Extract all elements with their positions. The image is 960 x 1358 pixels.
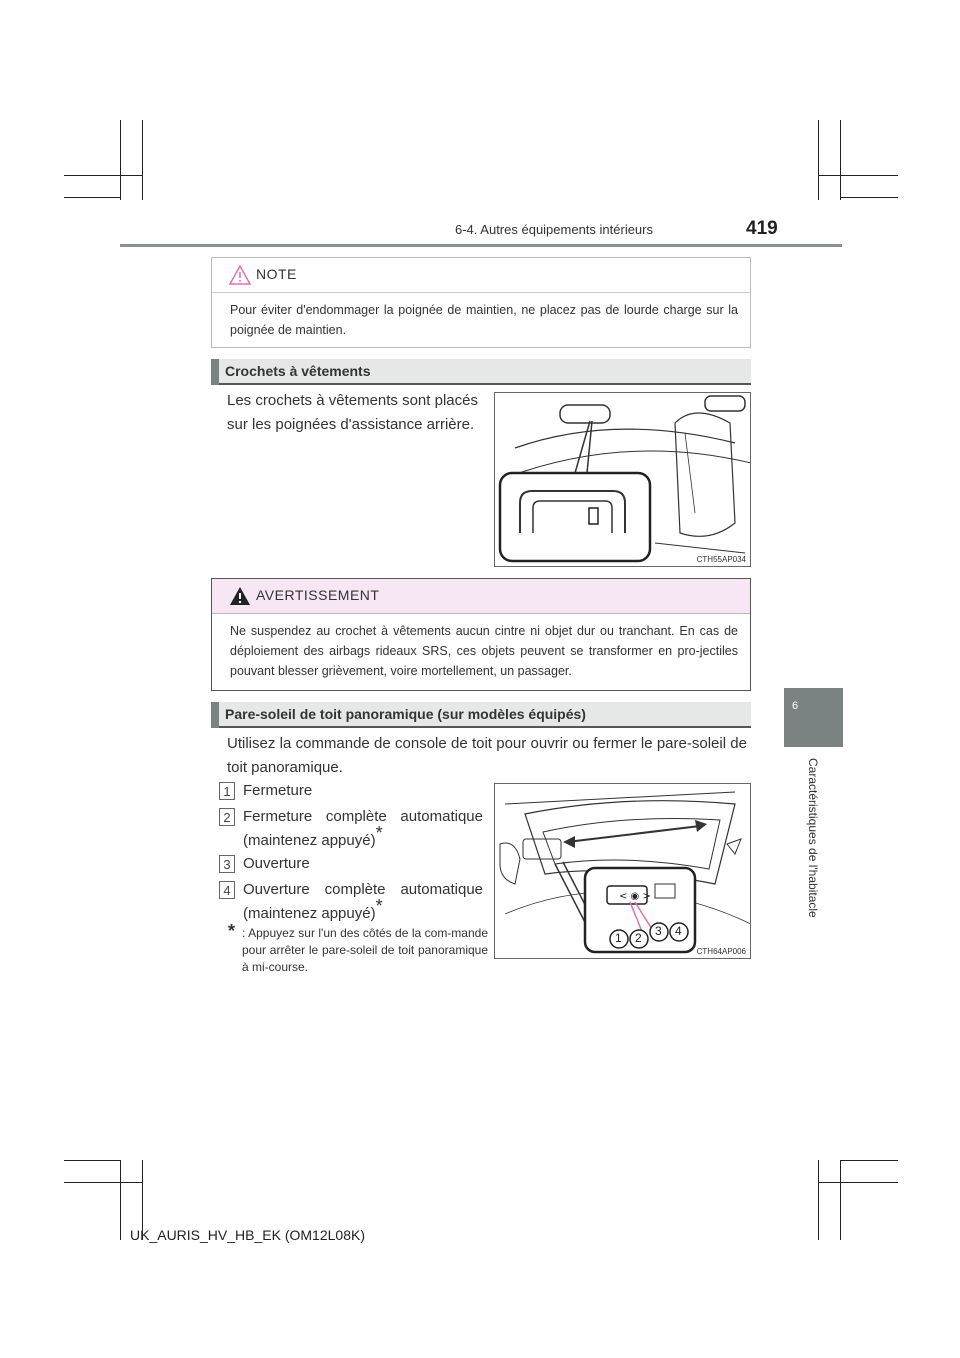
hooks-text: Les crochets à vêtements sont placés sur les poignées d'assistance arrière. bbox=[227, 392, 478, 433]
crop-mark bbox=[120, 1160, 121, 1240]
list-item: Fermeture bbox=[243, 782, 313, 799]
figure-sunshade-switch bbox=[494, 783, 751, 959]
note-text: Pour éviter d'endommager la poignée de maintien, ne placez pas de lourde charge sur la poignée de maintien. bbox=[230, 303, 738, 337]
chapter-label: Caractéristiques de l'habitacle bbox=[806, 758, 820, 918]
list-number: 4 bbox=[219, 881, 235, 899]
figure-code: CTH64AP006 bbox=[696, 947, 746, 956]
page-number: 419 bbox=[746, 218, 778, 239]
list-item-label: Ouverture complète automatique (maintenez appuyé) bbox=[243, 881, 483, 922]
coat-hook-illustration bbox=[495, 393, 751, 567]
chapter-tab bbox=[784, 688, 843, 747]
crop-mark bbox=[840, 1160, 898, 1161]
crop-mark bbox=[64, 1182, 143, 1183]
heading-marker bbox=[211, 359, 219, 385]
footnote-text: : Appuyez sur l'un des côtés de la com-mande pour arrêter le pare-soleil de toit panoramique à mi-course. bbox=[242, 926, 488, 974]
callout-label-3: 3 bbox=[655, 924, 662, 938]
footnote-mark: * bbox=[228, 921, 236, 941]
crop-mark bbox=[840, 1160, 841, 1240]
header-rule bbox=[120, 244, 842, 247]
crop-mark bbox=[142, 120, 143, 200]
warning-box bbox=[211, 578, 751, 691]
heading-text: Pare-soleil de toit panoramique (sur modèles équipés) bbox=[225, 706, 586, 722]
list-number: 3 bbox=[219, 855, 235, 873]
crop-mark bbox=[64, 197, 121, 198]
list-item-label: Fermeture complète automatique (maintenez appuyé) bbox=[243, 808, 483, 849]
footnote bbox=[228, 921, 488, 976]
note-box bbox=[211, 257, 751, 348]
note-title: NOTE bbox=[256, 266, 297, 282]
sunshade-intro: Utilisez la commande de console de toit pour ouvrir ou fermer le pare-soleil de toit panoramique. bbox=[227, 735, 747, 776]
callout-label-2: 2 bbox=[635, 931, 642, 945]
sunshade-illustration bbox=[495, 784, 751, 959]
crop-mark bbox=[64, 175, 143, 176]
chapter-number: 6 bbox=[792, 700, 799, 712]
crop-mark bbox=[818, 1182, 898, 1183]
callout-label-4: 4 bbox=[675, 924, 682, 938]
crop-mark bbox=[818, 1160, 819, 1240]
crop-mark bbox=[840, 120, 841, 200]
crop-mark bbox=[840, 197, 898, 198]
note-header bbox=[212, 258, 750, 293]
crop-mark bbox=[818, 175, 898, 176]
warning-text: Ne suspendez au crochet à vêtements aucun cintre ni objet dur ou tranchant. En cas de déploiement des airbags rideaux SRS, ces objets peuvent se transformer en pro-jectiles pouvant blesser grièvement, voire mortellement, un passager. bbox=[230, 624, 738, 678]
warning-icon bbox=[228, 585, 252, 607]
crop-mark bbox=[818, 120, 819, 200]
crop-mark bbox=[120, 120, 121, 200]
list-number: 2 bbox=[219, 808, 235, 826]
document-code: UK_AURIS_HV_HB_EK (OM12L08K) bbox=[130, 1227, 365, 1243]
asterisk-mark: * bbox=[375, 896, 383, 916]
heading-marker bbox=[211, 702, 219, 728]
heading-text: Crochets à vêtements bbox=[225, 363, 371, 379]
section-title: 6-4. Autres équipements intérieurs bbox=[455, 222, 653, 237]
crop-mark bbox=[64, 1160, 121, 1161]
section-heading-sunshade bbox=[211, 702, 751, 728]
list-item bbox=[243, 805, 483, 853]
warning-title: AVERTISSEMENT bbox=[256, 587, 380, 603]
figure-code: CTH55AP034 bbox=[696, 555, 746, 564]
list-item bbox=[243, 878, 483, 926]
warning-header bbox=[212, 579, 750, 614]
figure-coat-hook bbox=[494, 392, 751, 567]
section-heading-hooks bbox=[211, 359, 751, 385]
list-number: 1 bbox=[219, 782, 235, 800]
caution-icon bbox=[228, 264, 252, 286]
list-item: Ouverture bbox=[243, 855, 310, 872]
asterisk-mark: * bbox=[375, 823, 383, 843]
callout-label-1: 1 bbox=[615, 931, 622, 945]
svg-text:< ◉ >: < ◉ > bbox=[619, 891, 651, 902]
